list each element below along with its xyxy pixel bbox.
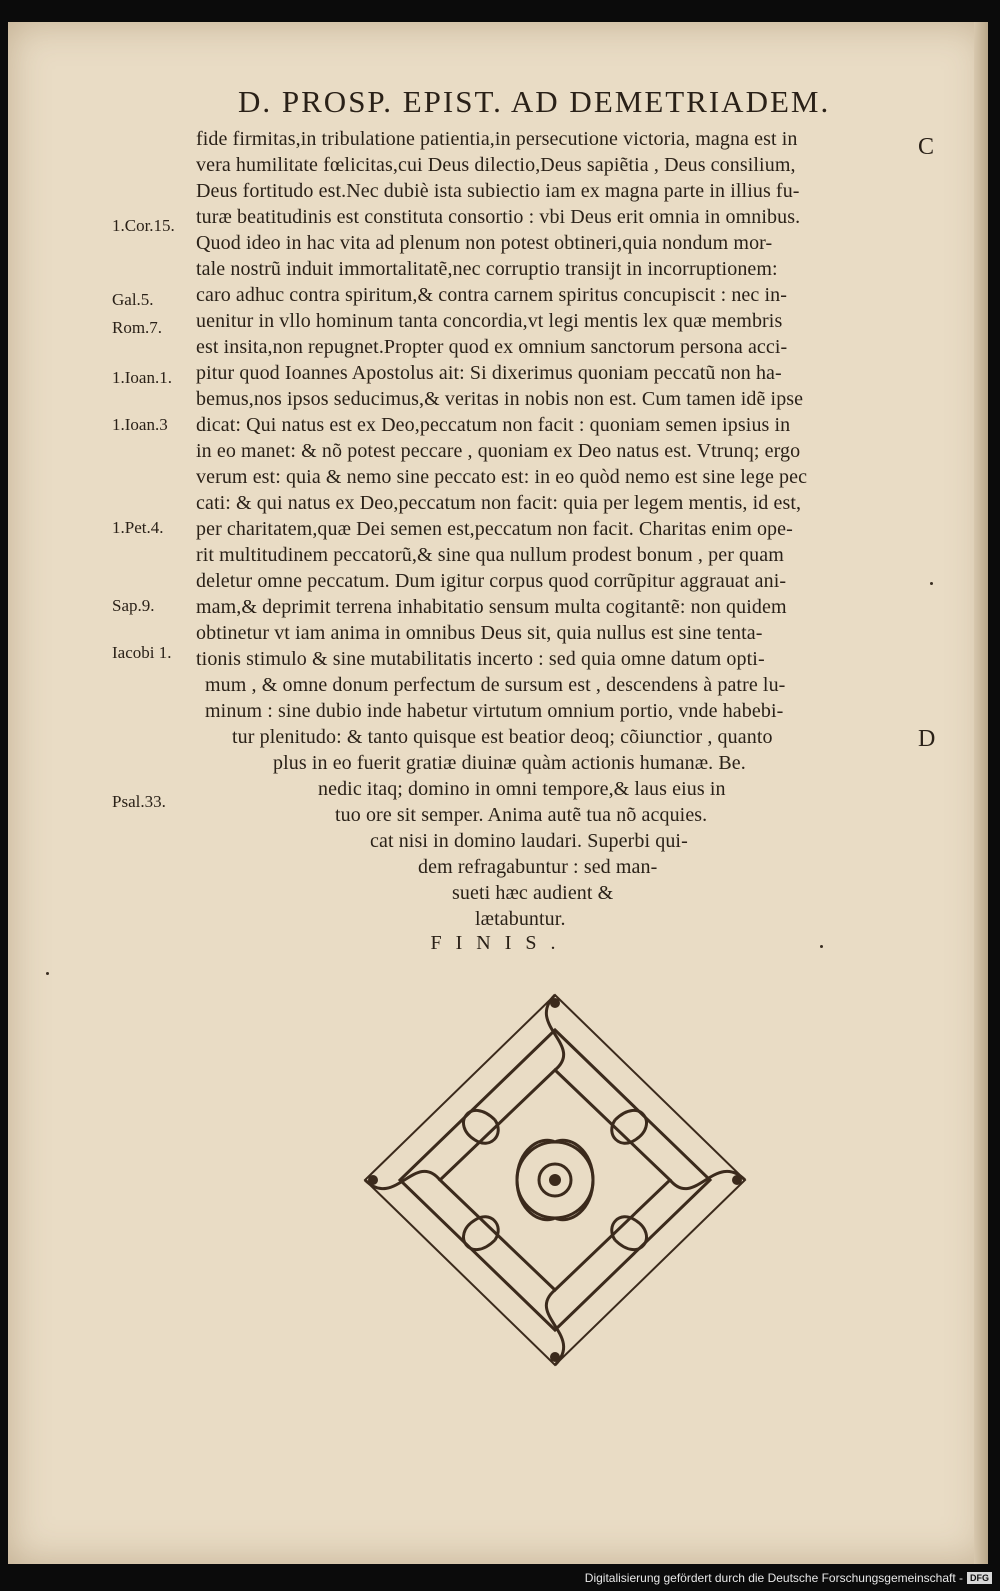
text-line: per charitatem,quæ Dei semen est,peccatum non facit. Charitas enim ope- [196,518,793,540]
ink-fleck [46,972,49,975]
margin-note: Sap.9. [112,596,155,615]
text-line: deletur omne peccatum. Dum igitur corpus quod corrũpitur aggrauat ani- [196,570,787,592]
text-line: fide firmitas,in tribulatione patientia,in persecutione victoria, magna est in [196,128,798,150]
text-line: tionis stimulo & sine mutabilitatis incerto : sed quia omne datum opti- [196,648,765,670]
running-header: D. PROSP. EPIST. AD DEMETRIADEM. [238,84,831,119]
text-line: mam,& deprimit terrena inhabitatio sensum multa cogitantẽ: non quidem [196,596,787,618]
text-line: dem refragabuntur : sed man- [418,856,658,878]
text-line: tur plenitudo: & tanto quisque est beatior deoq; cõiunctior , quanto [232,726,773,748]
text-line: obtinetur vt iam anima in omnibus Deus sit, quia nullus est sine tenta- [196,622,763,644]
margin-note: 1.Cor.15. [112,216,175,235]
dfg-logo: DFG [967,1572,992,1584]
margin-note: Gal.5. [112,290,154,309]
text-line: caro adhuc contra spiritum,& contra carnem spiritus concupiscit : nec in- [196,284,787,306]
text-line: lætabuntur. [475,908,566,930]
text-line: uenitur in vllo hominum tanta concordia,vt legi mentis lex quæ membris [196,310,783,332]
text-line: tale nostrũ induit immortalitatẽ,nec corruptio transijt in incorruptionem: [196,258,778,280]
text-line: mum , & omne donum perfectum de sursum est , descendens à patre lu- [205,674,786,696]
text-line: sueti hæc audient & [452,882,614,904]
text-line: pitur quod Ioannes Apostolus ait: Si dixerimus quoniam peccatũ non ha- [196,362,782,384]
text-line: bemus,nos ipsos seducimus,& veritas in nobis non est. Cum tamen idẽ ipse [196,388,804,410]
text-line: minum : sine dubio inde habetur virtutum omnium portio, vnde habebi- [205,700,784,722]
finis-label: FINIS. [430,932,570,954]
text-line: dicat: Qui natus est ex Deo,peccatum non facit : quoniam semen ipsius in [196,414,791,436]
margin-note: Psal.33. [112,792,166,811]
text-line: Quod ideo in hac vita ad plenum non potest obtineri,quia nondum mor- [196,232,773,254]
margin-letter-c: C [918,134,935,160]
text-line: vera humilitate fœlicitas,cui Deus dilectio,Deus sapiẽtia , Deus consilium, [196,154,796,176]
margin-note: Rom.7. [112,318,163,337]
text-line: cati: & qui natus ex Deo,peccatum non facit: quia per legem mentis, id est, [196,492,802,514]
margin-note: Iacobi 1. [112,643,172,662]
text-line: est insita,non repugnet.Propter quod ex omnium sanctorum persona acci- [196,336,788,358]
text-line: in eo manet: & nõ potest peccare , quoniam ex Deo natus est. Vtrunq; ergo [196,440,801,462]
page-edge [974,22,988,1564]
ornament-fleuron [355,985,755,1375]
margin-note: 1.Ioan.1. [112,368,172,387]
text-line: verum est: quia & nemo sine peccato est: in eo quòd nemo est sine lege pec [196,466,808,488]
margin-letter-d: D [918,726,936,752]
text-line: plus in eo fuerit gratiæ diuinæ quàm actionis humanæ. Be. [273,752,746,774]
text-line: Deus fortitudo est.Nec dubiè ista subiectio iam ex magna parte in illius fu- [196,180,800,202]
footer-credit [585,1571,992,1585]
text-line: rit multitudinem peccatorũ,& sine qua nullum prodest bonum , per quam [196,544,784,566]
text-line: nedic itaq; domino in omni tempore,& laus eius in [318,778,726,800]
margin-note: 1.Pet.4. [112,518,164,537]
footer-text: Digitalisierung gefördert durch die Deutsche Forschungsgemeinschaft - [584,1571,963,1585]
ink-fleck [930,582,933,585]
text-line: tuo ore sit semper. Anima autẽ tua nõ acquies. [335,804,708,826]
text-line: cat nisi in domino laudari. Superbi qui- [370,830,688,852]
margin-note: 1.Ioan.3 [112,415,168,434]
ink-fleck [820,945,823,948]
text-line: turæ beatitudinis est constituta consortio : vbi Deus erit omnia in omnibus. [196,206,801,228]
